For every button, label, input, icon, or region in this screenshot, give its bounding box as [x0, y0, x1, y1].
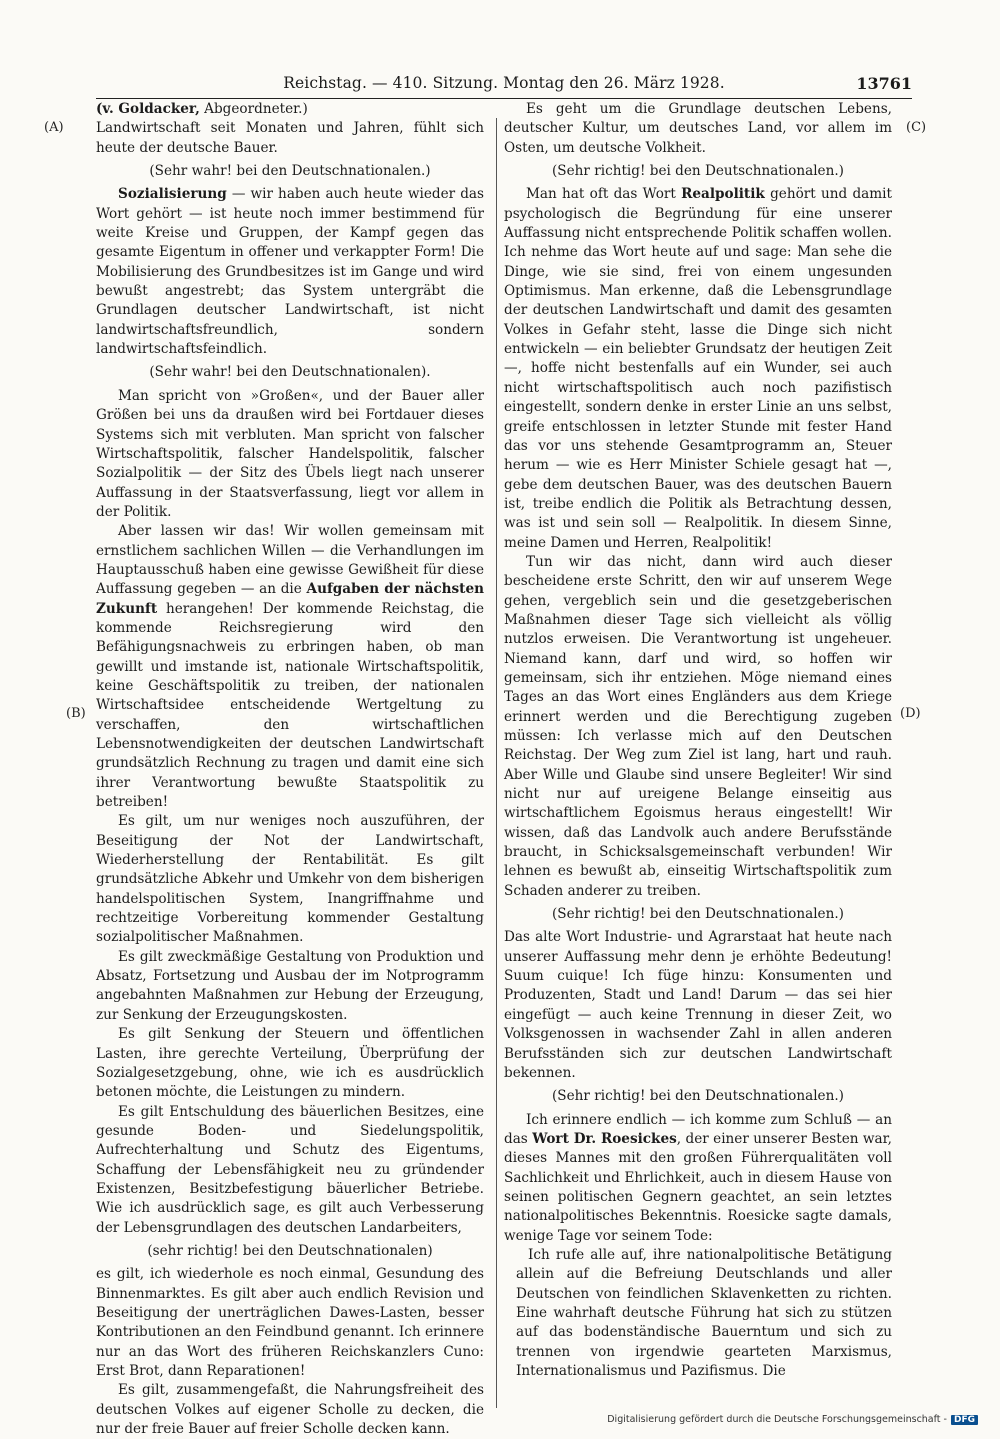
- interjection: (sehr richtig! bei den Deutschnationalen): [147, 1242, 433, 1259]
- margin-marker-a: (A): [44, 120, 64, 135]
- paragraph: Es gilt, um nur weniges noch auszuführen, der Beseitigung der Not der Landwirtschaft, Wiederherstellung der Rentabilität. Es gilt grundsätzliche Abkehr und Umkehr von dem bisherigen handelspolitischen System, Inangriffnahme und rechtzeitige Vorbereitung kommender Gestaltung sozialpolitischer Maßnahmen.: [96, 813, 484, 946]
- emphasis: Sozialisierung: [118, 186, 227, 203]
- digitization-credit: [607, 1414, 978, 1425]
- emphasis: Realpolitik: [681, 186, 765, 203]
- paragraph: es gilt, ich wiederhole es noch einmal, Gesundung des Binnenmarktes. Es gilt aber auch endlich Revision und Beseitigung der unerträglichen Dawes-Lasten, besser Kontributionen an den Feindbund genannt. Ich erinnere nur an das Wort des früheren Reichskanzlers Cuno: Erst Brot, dann Reparationen!: [96, 1266, 484, 1379]
- paragraph: Es geht um die Grundlage deutschen Lebens, deutscher Kultur, um deutsches Land, vor allem im Osten, um deutsche Volkheit.: [504, 101, 892, 156]
- interjection: (Sehr richtig! bei den Deutschnationalen.): [552, 906, 844, 923]
- right-column: [504, 100, 892, 1381]
- header-title: Reichstag. — 410. Sitzung. Montag den 26. März 1928.: [283, 74, 725, 92]
- paragraph-text: gehört und damit psychologisch die Begründung für eine unserer Auffassung nicht entsprechende Politik schaffen wollen. Ich nehme das Wort heute auf und sage: Man sehe die Dinge, wie sie sind, frei von einem ungesunden Optimismus. Man erkenne, daß die Lebensgrundlage der deutschen Landwirtschaft und damit des gesamten Volkes in Gefahr steht, lasse die Dinge sich nicht entwickeln — ein beliebter Grundsatz der heutigen Zeit —, hoffe nicht bestenfalls auf ein Wunder, sei auch nicht wirtschaftspolitisch auch noch pazifistisch eingestellt, sondern denke in erster Linie an uns selbst, greife entschlossen in letzter Stunde mit fester Hand das vor uns stehende Gesamtprogramm an, Steuer herum — wie es Herr Minister Schiele gesagt hat —, gebe dem deutschen Bauer, was des deutschen Bauern ist, treibe endlich die Politik als Betrachtung dessen, was ist und sein soll — Realpolitik. In diesem Sinne, meine Damen und Herren, Realpolitik!: [504, 186, 892, 551]
- paragraph: Es gilt Entschuldung des bäuerlichen Besitzes, eine gesunde Boden- und Siedelungspolitik, Aufrechterhaltung und Schutz des Eigentums, Schaffung der Lebensfähigkeit neu zu gründender Existenzen, Besitzbefestigung bäuerlicher Betriebe. Wie ich ausdrücklich sage, es gilt auch Verbesserung der Lebensgrundlagen des deutschen Landarbeiters,: [96, 1103, 484, 1236]
- paragraph-text: herangehen! Der kommende Reichstag, die kommende Reichsregierung wird den Befähigungsnachweis zu erbringen haben, ob man gewillt und imstande ist, nationale Wirtschaftspolitik, keine Geschäftspolitik zu treiben, der nationalen Wirtschaftsidee entscheidende Wertgeltung zu verschaffen, den wirtschaftlichen Lebensnotwendigkeiten der deutschen Landwirtschaft grundsätzlich Rechnung zu tragen und damit eine sich ihrer Verantwortung bewußte Staatspolitik zu betreiben!: [96, 600, 484, 811]
- paragraph: [504, 185, 892, 553]
- margin-marker-b: (B): [66, 706, 86, 721]
- column-divider: [496, 118, 497, 1408]
- interjection: (Sehr wahr! bei den Deutschnationalen).: [149, 364, 431, 381]
- margin-marker-c: (C): [906, 120, 927, 135]
- left-column: [96, 100, 484, 1439]
- paragraph: [96, 522, 484, 812]
- paragraph: Es gilt Senkung der Steuern und öffentlichen Lasten, ihre gerechte Verteilung, Überprüfung der Sozialgesetzgebung, ohne, wie ich es ausdrücklich betonen möchte, die Leistungen zu mindern.: [96, 1026, 484, 1101]
- paragraph: Landwirtschaft seit Monaten und Jahren, fühlt sich heute der deutsche Bauer.: [96, 120, 484, 156]
- paragraph-text: — wir haben auch heute wieder das Wort gehört — ist heute noch immer bestimmend für weite Kreise und Gruppen, der Kampf gegen das gesamte Eigentum in offener und verkappter Form! Die Mobilisierung des Grundbesitzes ist im Gange und wird bewußt angestrebt; das System untergräbt die Grundlagen deutscher Landwirtschaft, ist nicht landwirtschaftsfreundlich, sondern landwirtschaftsfeindlich.: [96, 186, 484, 358]
- interjection: (Sehr richtig! bei den Deutschnationalen.): [552, 1088, 844, 1105]
- interjection: (Sehr wahr! bei den Deutschnationalen.): [149, 163, 431, 180]
- emphasis: Wort Dr. Roesickes: [532, 1130, 677, 1147]
- paragraph: Es gilt zweckmäßige Gestaltung von Produktion und Absatz, Fortsetzung und Ausbau der im Notprogramm angebahnten Maßnahmen zur Hebung der Erzeugung, zur Senkung der Erzeugungskosten.: [96, 948, 484, 1023]
- margin-marker-d: (D): [900, 706, 921, 721]
- paragraph: [504, 1111, 892, 1246]
- interjection: (Sehr richtig! bei den Deutschnationalen.): [552, 163, 844, 180]
- dfg-logo: DFG: [951, 1415, 978, 1425]
- paragraph-text: Man hat oft das Wort: [526, 186, 682, 203]
- speaker-line: [96, 100, 484, 119]
- paragraph-text: , der einer unserer Besten war, dieses Mannes mit den großen Führerqualitäten voll Sachlichkeit und Ehrlichkeit, auch in diesem Hause von seinen politischen Gegnern geachtet, an sein letztes nationalpolitisches Bekenntnis. Roesicke sagte damals, wenige Tage vor seinem Tode:: [504, 1130, 892, 1244]
- paragraph: Tun wir das nicht, dann wird auch dieser bescheidene erste Schritt, den wir auf unserem Wege gehen, vergeblich sein und die gesetzgeberischen Maßnahmen dieser Tage sich vielleicht als völlig nutzlos erweisen. Die Verantwortung ist ungeheuer. Niemand kann, darf und wird, so hoffen wir gemeinsam, sich ihr entziehen. Möge niemand eines Tages an das Wort eines Engländers aus dem Kriege erinnert werden und die Berechtigung zugeben müssen: Ich verlasse mich auf den Deutschen Reichstag. Der Weg zum Ziel ist lang, hart und rauh. Aber Wille und Glaube sind unsere Begleiter! Wir sind nicht nur auf ureigene Belange einseitig aus wirtschaftlichem Egoismus heraus eingestellt! Wir wissen, daß das Landvolk auch andere Berufsstände braucht, in Schicksalsgemeinschaft verbunden! Wir lehnen es bewußt ab, einseitig Wirtschaftspolitik zum Schaden anderer zu treiben.: [504, 553, 892, 899]
- paragraph: Es gilt, zusammengefaßt, die Nahrungsfreiheit des deutschen Volkes auf eigener Scholle zu decken, die nur der freie Bauer auf freier Scholle decken kann.: [96, 1382, 484, 1438]
- paragraph: [96, 185, 484, 359]
- paragraph: Das alte Wort Industrie- und Agrarstaat hat heute nach unserer Auffassung mehr denn je erhöhte Bedeutung! Suum cuique! Ich füge hinzu: Konsumenten und Produzenten, Stadt und Land! Darum — das sei hier eingefügt — auch keine Trennung in dieser Zeit, wo Volksgenossen in wachsender Zahl in allen anderen Berufsständen sich zur deutschen Landwirtschaft bekennen.: [504, 929, 892, 1081]
- quotation: Ich rufe alle auf, ihre nationalpolitische Betätigung allein auf die Befreiung Deutschlands und aller Deutschen von feindlichen Sklavenketten zu richten. Eine wahrhaft deutsche Führung hat sich zu stützen auf das bodenständische Bauerntum und sich zu trennen von irgendwie gearteten Marxismus, Internationalismus und Pazifismus. Die: [516, 1246, 892, 1379]
- speaker-role: Abgeordneter.): [199, 101, 308, 117]
- speaker-name: (v. Goldacker,: [96, 101, 200, 117]
- paragraph-text: Aber lassen wir das! Wir wollen gemeinsam mit ernstlichem sachlichen Willen — die Verhandlungen im Hauptausschuß haben eine gewisse Gewißheit für diese Auffassung gegeben — an die: [96, 523, 484, 598]
- page-header: [96, 74, 912, 99]
- emphasis: Aufgaben der nächsten Zukunft: [96, 581, 484, 617]
- credit-text: Digitalisierung gefördert durch die Deutsche Forschungsgemeinschaft -: [607, 1414, 947, 1425]
- paragraph: Man spricht von »Großen«, und der Bauer aller Größen bei uns da draußen wird bei Fortdauer dieses Systems sich mit verbluten. Man spricht von falscher Wirtschaftspolitik, falscher Handelspolitik, falscher Sozialpolitik — der Sitz des Übels liegt nach unserer Auffassung in der Staatsverfassung, liegt vor allem in der Politik.: [96, 387, 484, 520]
- page-number: 13761: [856, 74, 912, 93]
- paragraph-text: Ich erinnere endlich — ich komme zum Schluß — an das: [504, 1111, 892, 1147]
